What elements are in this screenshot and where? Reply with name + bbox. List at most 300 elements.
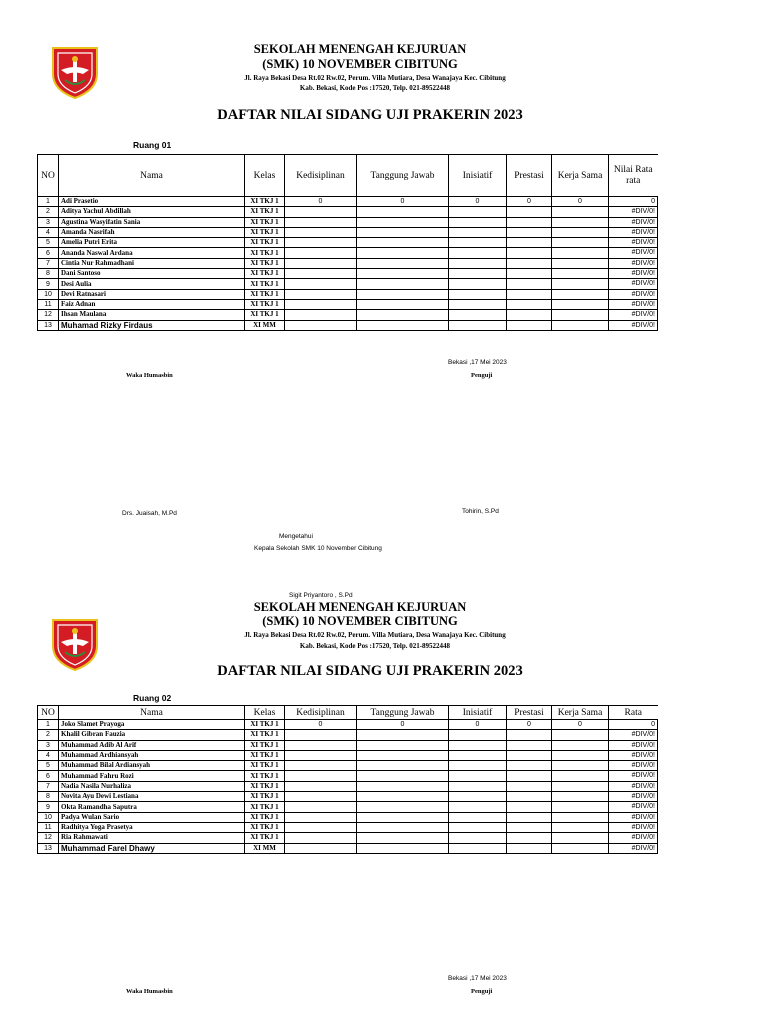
row-prestasi — [507, 279, 552, 289]
row-inisiatif — [449, 299, 507, 309]
row-nama: Amanda Nasrifah — [59, 227, 245, 237]
row-tanggung-jawab — [357, 792, 449, 802]
school-logo-icon — [47, 44, 103, 100]
row-kelas: XI TKJ 1 — [245, 207, 285, 217]
row-prestasi — [507, 227, 552, 237]
row-kedisiplinan — [285, 833, 357, 843]
table-row — [38, 269, 658, 279]
row-tanggung-jawab — [357, 238, 449, 248]
row-prestasi — [507, 822, 552, 832]
col-header-rata: Rata — [609, 706, 658, 720]
row-no: 7 — [38, 258, 59, 268]
row-no: 10 — [38, 812, 59, 822]
row-kelas: XI TKJ 1 — [245, 217, 285, 227]
table-row — [38, 258, 658, 268]
row-rata: #DIV/0! — [609, 740, 658, 750]
row-rata: #DIV/0! — [609, 299, 658, 309]
row-nama: Ria Rahmawati — [59, 833, 245, 843]
school-contact: Kab. Bekasi, Kode Pos :17520, Telp. 021-89522448 — [299, 642, 451, 650]
row-kelas: XI TKJ 1 — [245, 730, 285, 740]
row-kerja-sama — [552, 792, 609, 802]
row-prestasi — [507, 833, 552, 843]
row-kelas: XI TKJ 1 — [245, 740, 285, 750]
row-nama: Devi Ratnasari — [59, 289, 245, 299]
row-kelas: XI TKJ 1 — [245, 279, 285, 289]
row-kelas: XI MM — [245, 320, 285, 330]
row-kelas: XI TKJ 1 — [245, 822, 285, 832]
row-inisiatif — [449, 227, 507, 237]
row-inisiatif — [449, 740, 507, 750]
row-tanggung-jawab — [357, 730, 449, 740]
row-kedisiplinan — [285, 792, 357, 802]
row-no: 4 — [38, 227, 59, 237]
row-nama: Muhammad Bilal Ardiansyah — [59, 761, 245, 771]
school-address: Jl. Raya Bekasi Desa Rt.02 Rw.02, Perum. Villa Mutiara, Desa Wanajaya Kec. Cibitung — [244, 74, 506, 82]
grade-table-ruang-02 — [37, 705, 658, 854]
row-no: 6 — [38, 771, 59, 781]
row-inisiatif — [449, 279, 507, 289]
row-inisiatif — [449, 781, 507, 791]
row-kelas: XI TKJ 1 — [245, 833, 285, 843]
signature-place-date: Bekasi ,17 Mei 2023 — [448, 359, 507, 366]
row-inisiatif — [449, 269, 507, 279]
table-row — [38, 761, 658, 771]
row-nama: Novita Ayu Dewi Lestiana — [59, 792, 245, 802]
table-row — [38, 802, 658, 812]
row-prestasi — [507, 750, 552, 760]
row-kedisiplinan — [285, 771, 357, 781]
row-kedisiplinan — [285, 740, 357, 750]
row-kerja-sama: 0 — [552, 720, 609, 730]
row-kerja-sama — [552, 822, 609, 832]
row-no: 8 — [38, 792, 59, 802]
row-inisiatif — [449, 310, 507, 320]
row-no: 8 — [38, 269, 59, 279]
row-kelas: XI TKJ 1 — [245, 761, 285, 771]
row-kedisiplinan — [285, 299, 357, 309]
row-inisiatif — [449, 217, 507, 227]
row-kelas: XI TKJ 1 — [245, 792, 285, 802]
row-kerja-sama — [552, 248, 609, 258]
row-prestasi — [507, 289, 552, 299]
document-title: DAFTAR NILAI SIDANG UJI PRAKERIN 2023 — [217, 107, 523, 123]
col-header-prestasi: Prestasi — [507, 706, 552, 720]
row-kerja-sama — [552, 310, 609, 320]
row-tanggung-jawab — [357, 320, 449, 330]
row-no: 1 — [38, 720, 59, 730]
row-no: 3 — [38, 217, 59, 227]
school-name: SEKOLAH MENENGAH KEJURUAN — [253, 42, 467, 56]
row-no: 13 — [38, 320, 59, 330]
row-kerja-sama — [552, 750, 609, 760]
row-nama: Muhamad Rizky Firdaus — [59, 320, 245, 330]
row-no: 13 — [38, 843, 59, 853]
table-row — [38, 740, 658, 750]
row-tanggung-jawab — [357, 740, 449, 750]
table-row — [38, 238, 658, 248]
row-kelas: XI TKJ 1 — [245, 771, 285, 781]
row-prestasi — [507, 310, 552, 320]
row-no: 9 — [38, 802, 59, 812]
row-kelas: XI TKJ 1 — [245, 802, 285, 812]
row-rata: #DIV/0! — [609, 792, 658, 802]
row-nama: Desi Aulia — [59, 279, 245, 289]
row-kerja-sama — [552, 781, 609, 791]
row-kedisiplinan — [285, 812, 357, 822]
row-kerja-sama — [552, 740, 609, 750]
row-tanggung-jawab — [357, 771, 449, 781]
row-inisiatif — [449, 238, 507, 248]
table-row — [38, 299, 658, 309]
grade-table-ruang-01 — [37, 154, 658, 331]
row-kedisiplinan — [285, 310, 357, 320]
col-header-tanggung-jawab: Tanggung Jawab — [357, 155, 449, 197]
row-nama: Amelia Putri Erita — [59, 238, 245, 248]
row-rata: #DIV/0! — [609, 227, 658, 237]
row-prestasi — [507, 740, 552, 750]
signature-left-role: Waka Humasbin — [126, 372, 173, 379]
row-prestasi — [507, 299, 552, 309]
col-header-no: NO — [38, 706, 59, 720]
room-label: Ruang 01 — [133, 140, 172, 150]
row-rata: #DIV/0! — [609, 310, 658, 320]
row-tanggung-jawab — [357, 299, 449, 309]
row-kedisiplinan — [285, 750, 357, 760]
row-inisiatif — [449, 843, 507, 853]
acknowledge-label: Mengetahui — [279, 533, 313, 540]
row-rata: 0 — [609, 720, 658, 730]
row-tanggung-jawab — [357, 258, 449, 268]
row-tanggung-jawab — [357, 279, 449, 289]
table-row — [38, 822, 658, 832]
table-row — [38, 792, 658, 802]
row-rata: #DIV/0! — [609, 289, 658, 299]
row-prestasi — [507, 781, 552, 791]
row-nama: Agustina Wasyifatin Sania — [59, 217, 245, 227]
row-nama: Ananda Naswal Ardana — [59, 248, 245, 258]
row-prestasi — [507, 320, 552, 330]
col-header-tanggung-jawab: Tanggung Jawab — [357, 706, 449, 720]
row-kerja-sama — [552, 730, 609, 740]
row-rata: #DIV/0! — [609, 761, 658, 771]
row-nama: Nadia Nasila Nurhaliza — [59, 781, 245, 791]
row-nama: Aditya Yachul Abdillah — [59, 207, 245, 217]
row-rata: #DIV/0! — [609, 822, 658, 832]
col-header-prestasi: Prestasi — [507, 155, 552, 197]
row-kerja-sama — [552, 761, 609, 771]
row-tanggung-jawab — [357, 761, 449, 771]
row-kerja-sama — [552, 299, 609, 309]
row-inisiatif — [449, 822, 507, 832]
row-kerja-sama — [552, 812, 609, 822]
row-kedisiplinan — [285, 822, 357, 832]
principal-role: Kepala Sekolah SMK 10 November Cibitung — [254, 545, 382, 552]
row-nama: Muhammad Ardhiansyah — [59, 750, 245, 760]
room-label: Ruang 02 — [133, 693, 172, 703]
col-header-nilai-rata-rata: Nilai Rata rata — [609, 155, 658, 197]
row-nama: Khalil Gibran Fauzia — [59, 730, 245, 740]
row-kedisiplinan — [285, 730, 357, 740]
row-inisiatif — [449, 248, 507, 258]
row-kedisiplinan — [285, 258, 357, 268]
row-kedisiplinan — [285, 802, 357, 812]
table-row — [38, 279, 658, 289]
row-no: 7 — [38, 781, 59, 791]
row-prestasi: 0 — [507, 197, 552, 207]
col-header-inisiatif: Inisiatif — [449, 706, 507, 720]
table-row — [38, 310, 658, 320]
signature-left-name: Drs. Juaisah, M.Pd — [122, 510, 177, 517]
row-prestasi — [507, 802, 552, 812]
row-prestasi — [507, 207, 552, 217]
row-kerja-sama — [552, 289, 609, 299]
row-inisiatif — [449, 771, 507, 781]
col-header-kedisiplinan: Kedisiplinan — [285, 706, 357, 720]
row-kelas: XI TKJ 1 — [245, 238, 285, 248]
signature-left-role: Waka Humasbin — [126, 988, 173, 995]
row-kedisiplinan: 0 — [285, 720, 357, 730]
row-inisiatif: 0 — [449, 720, 507, 730]
col-header-kedisiplinan: Kedisiplinan — [285, 155, 357, 197]
row-no: 2 — [38, 730, 59, 740]
table-row — [38, 771, 658, 781]
row-rata: #DIV/0! — [609, 843, 658, 853]
row-nama: Muhammad Fahru Rozi — [59, 771, 245, 781]
table-row — [38, 833, 658, 843]
table-row — [38, 781, 658, 791]
row-prestasi — [507, 258, 552, 268]
row-kedisiplinan — [285, 227, 357, 237]
table-row — [38, 750, 658, 760]
row-kedisiplinan — [285, 238, 357, 248]
row-kerja-sama — [552, 320, 609, 330]
row-inisiatif — [449, 320, 507, 330]
row-prestasi — [507, 843, 552, 853]
signature-right-name: Tohirin, S.Pd — [462, 508, 499, 515]
table-row — [38, 227, 658, 237]
row-prestasi — [507, 812, 552, 822]
col-header-nama: Nama — [59, 706, 245, 720]
row-nama: Faiz Adnan — [59, 299, 245, 309]
row-tanggung-jawab — [357, 269, 449, 279]
principal-name: Sigit Priyantoro , S.Pd — [289, 592, 353, 599]
row-rata: #DIV/0! — [609, 238, 658, 248]
row-rata: #DIV/0! — [609, 207, 658, 217]
row-no: 5 — [38, 761, 59, 771]
row-kerja-sama — [552, 227, 609, 237]
row-rata: #DIV/0! — [609, 217, 658, 227]
row-kelas: XI TKJ 1 — [245, 299, 285, 309]
row-rata: #DIV/0! — [609, 248, 658, 258]
row-no: 12 — [38, 833, 59, 843]
row-no: 12 — [38, 310, 59, 320]
row-prestasi — [507, 771, 552, 781]
row-nama: Cintia Nur Rahmadhani — [59, 258, 245, 268]
row-tanggung-jawab — [357, 802, 449, 812]
row-tanggung-jawab — [357, 227, 449, 237]
row-inisiatif — [449, 792, 507, 802]
school-subname: (SMK) 10 NOVEMBER CIBITUNG — [262, 57, 458, 71]
table-row — [38, 207, 658, 217]
row-nama: Dani Santoso — [59, 269, 245, 279]
row-inisiatif — [449, 207, 507, 217]
row-rata: #DIV/0! — [609, 833, 658, 843]
row-rata: #DIV/0! — [609, 771, 658, 781]
row-no: 4 — [38, 750, 59, 760]
table-row — [38, 812, 658, 822]
row-kedisiplinan — [285, 217, 357, 227]
table-row — [38, 320, 658, 330]
row-kerja-sama — [552, 207, 609, 217]
row-prestasi — [507, 792, 552, 802]
col-header-inisiatif: Inisiatif — [449, 155, 507, 197]
row-kelas: XI TKJ 1 — [245, 269, 285, 279]
col-header-kelas: Kelas — [245, 706, 285, 720]
row-rata: #DIV/0! — [609, 750, 658, 760]
row-prestasi — [507, 217, 552, 227]
table-row — [38, 730, 658, 740]
row-rata: #DIV/0! — [609, 258, 658, 268]
signature-place-date: Bekasi ,17 Mei 2023 — [448, 975, 507, 982]
row-inisiatif: 0 — [449, 197, 507, 207]
signature-right-role: Penguji — [471, 372, 493, 379]
row-inisiatif — [449, 258, 507, 268]
row-kelas: XI TKJ 1 — [245, 258, 285, 268]
row-nama: Joko Slamet Prayoga — [59, 720, 245, 730]
row-kedisiplinan — [285, 781, 357, 791]
row-kerja-sama — [552, 217, 609, 227]
table-row — [38, 248, 658, 258]
row-kedisiplinan — [285, 320, 357, 330]
document-title: DAFTAR NILAI SIDANG UJI PRAKERIN 2023 — [217, 663, 523, 679]
col-header-kelas: Kelas — [245, 155, 285, 197]
row-kelas: XI TKJ 1 — [245, 227, 285, 237]
row-inisiatif — [449, 750, 507, 760]
table-row — [38, 289, 658, 299]
row-kerja-sama: 0 — [552, 197, 609, 207]
row-inisiatif — [449, 812, 507, 822]
row-prestasi — [507, 761, 552, 771]
row-tanggung-jawab — [357, 248, 449, 258]
school-name: SEKOLAH MENENGAH KEJURUAN — [253, 600, 467, 614]
row-kerja-sama — [552, 771, 609, 781]
row-kerja-sama — [552, 258, 609, 268]
row-kelas: XI TKJ 1 — [245, 197, 285, 207]
row-kelas: XI TKJ 1 — [245, 310, 285, 320]
row-inisiatif — [449, 802, 507, 812]
row-prestasi — [507, 238, 552, 248]
row-no: 6 — [38, 248, 59, 258]
row-rata: #DIV/0! — [609, 812, 658, 822]
row-tanggung-jawab: 0 — [357, 720, 449, 730]
row-kerja-sama — [552, 802, 609, 812]
row-inisiatif — [449, 289, 507, 299]
row-rata: #DIV/0! — [609, 730, 658, 740]
school-contact: Kab. Bekasi, Kode Pos :17520, Telp. 021-89522448 — [299, 84, 451, 92]
table-row — [38, 843, 658, 853]
table-row — [38, 217, 658, 227]
row-kerja-sama — [552, 843, 609, 853]
col-header-nama: Nama — [59, 155, 245, 197]
row-kelas: XI TKJ 1 — [245, 781, 285, 791]
row-kerja-sama — [552, 238, 609, 248]
row-tanggung-jawab — [357, 843, 449, 853]
row-kedisiplinan — [285, 279, 357, 289]
row-kedisiplinan — [285, 207, 357, 217]
row-no: 5 — [38, 238, 59, 248]
row-prestasi — [507, 269, 552, 279]
row-nama: Okta Ramandha Saputra — [59, 802, 245, 812]
row-kerja-sama — [552, 269, 609, 279]
row-kelas: XI TKJ 1 — [245, 720, 285, 730]
row-nama: Radhitya Yoga Prasetya — [59, 822, 245, 832]
row-kelas: XI TKJ 1 — [245, 289, 285, 299]
row-kedisiplinan — [285, 269, 357, 279]
row-rata: #DIV/0! — [609, 320, 658, 330]
row-no: 1 — [38, 197, 59, 207]
row-prestasi — [507, 730, 552, 740]
row-tanggung-jawab — [357, 781, 449, 791]
signature-right-role: Penguji — [471, 988, 493, 995]
row-nama: Adi Prasetio — [59, 197, 245, 207]
row-tanggung-jawab — [357, 833, 449, 843]
row-inisiatif — [449, 833, 507, 843]
row-kelas: XI TKJ 1 — [245, 248, 285, 258]
col-header-no: NO — [38, 155, 59, 197]
row-kedisiplinan: 0 — [285, 197, 357, 207]
row-tanggung-jawab: 0 — [357, 197, 449, 207]
row-no: 9 — [38, 279, 59, 289]
row-no: 2 — [38, 207, 59, 217]
school-logo-icon — [47, 616, 103, 672]
row-kelas: XI TKJ 1 — [245, 750, 285, 760]
row-rata: #DIV/0! — [609, 802, 658, 812]
col-header-kerja-sama: Kerja Sama — [552, 155, 609, 197]
school-address: Jl. Raya Bekasi Desa Rt.02 Rw.02, Perum. Villa Mutiara, Desa Wanajaya Kec. Cibitung — [244, 631, 506, 639]
row-prestasi: 0 — [507, 720, 552, 730]
row-inisiatif — [449, 730, 507, 740]
row-tanggung-jawab — [357, 310, 449, 320]
row-tanggung-jawab — [357, 812, 449, 822]
row-no: 3 — [38, 740, 59, 750]
row-prestasi — [507, 248, 552, 258]
row-tanggung-jawab — [357, 750, 449, 760]
row-kedisiplinan — [285, 843, 357, 853]
table-row — [38, 197, 658, 207]
row-kerja-sama — [552, 279, 609, 289]
row-inisiatif — [449, 761, 507, 771]
row-nama: Padya Wulan Sario — [59, 812, 245, 822]
row-rata: #DIV/0! — [609, 269, 658, 279]
row-rata: 0 — [609, 197, 658, 207]
table-row — [38, 720, 658, 730]
row-no: 11 — [38, 822, 59, 832]
row-nama: Ihsan Maulana — [59, 310, 245, 320]
row-kelas: XI MM — [245, 843, 285, 853]
row-nama: Muhammad Farel Dhawy — [59, 843, 245, 853]
row-kedisiplinan — [285, 248, 357, 258]
row-rata: #DIV/0! — [609, 781, 658, 791]
row-tanggung-jawab — [357, 822, 449, 832]
row-tanggung-jawab — [357, 217, 449, 227]
row-nama: Muhammad Adib Al Arif — [59, 740, 245, 750]
col-header-kerja-sama: Kerja Sama — [552, 706, 609, 720]
row-kerja-sama — [552, 833, 609, 843]
row-tanggung-jawab — [357, 289, 449, 299]
row-no: 10 — [38, 289, 59, 299]
row-tanggung-jawab — [357, 207, 449, 217]
row-kedisiplinan — [285, 289, 357, 299]
